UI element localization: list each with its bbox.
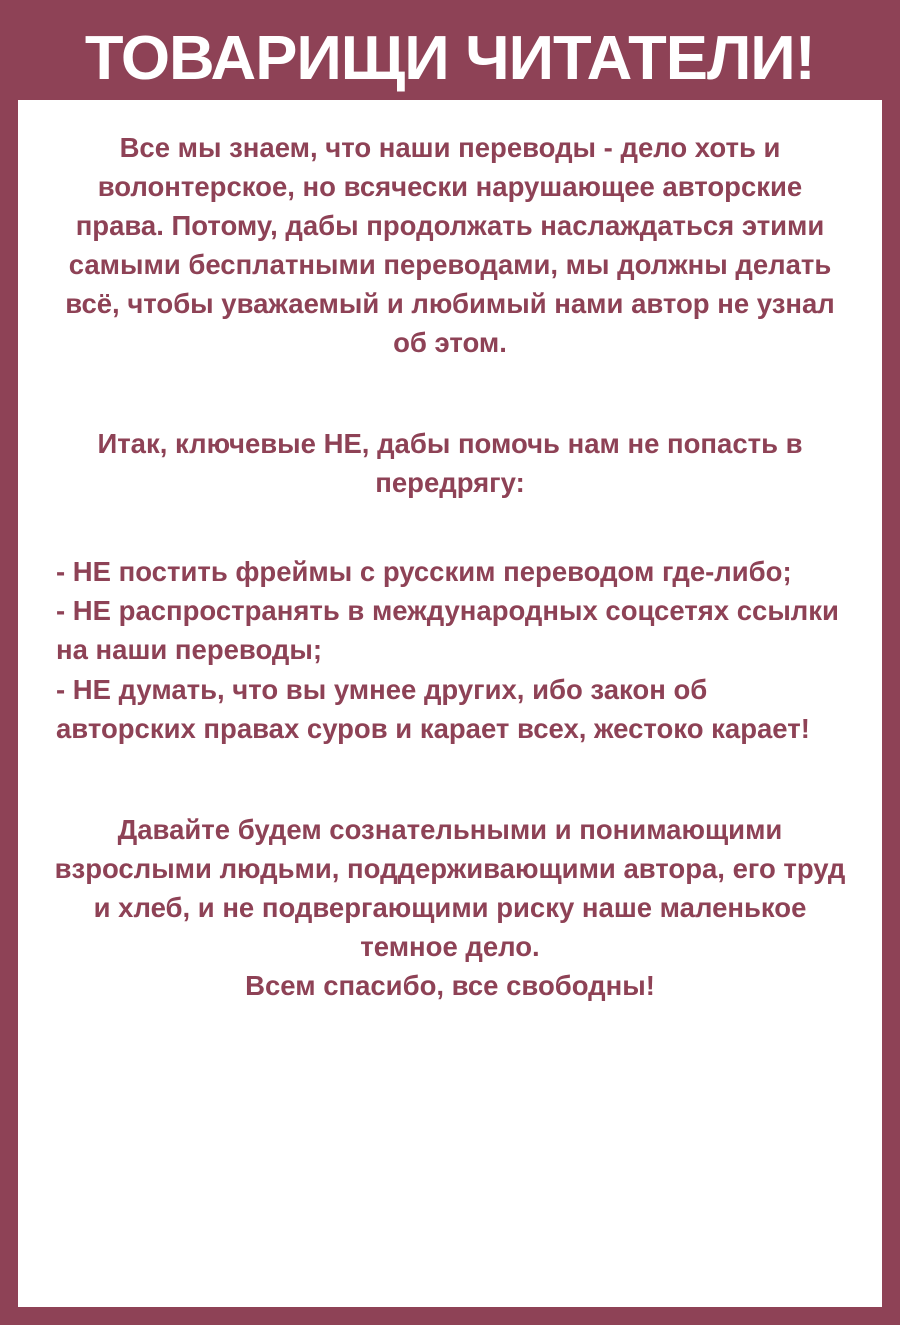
list-item: - НЕ постить фреймы с русским переводом где-либо; <box>56 556 792 588</box>
list-item: - НЕ распространять в международных соцсетях ссылки на наши переводы; <box>56 595 839 666</box>
closing-paragraph: Давайте будем сознательными и понимающими взрослыми людьми, поддерживающими автора, его труд и хлеб, и не подвергающими риску наше маленькое темное дело. <box>54 813 846 962</box>
poster-header-band <box>18 18 882 100</box>
rules-list <box>54 552 846 747</box>
list-item: - НЕ думать, что вы умнее других, ибо закон об авторских правах суров и карает всех, жестоко карает! <box>56 673 810 744</box>
spacer-after-rules <box>54 748 846 810</box>
spacer-after-intro <box>54 362 846 424</box>
poster-body <box>18 100 882 1015</box>
final-line: Всем спасибо, все свободны! <box>245 969 655 1001</box>
intro-paragraph: Все мы знаем, что наши переводы - дело хоть и волонтерское, но всячески нарушающее авторские права. Потому, дабы продолжать наслаждаться этими самыми бесплатными переводами, мы должны делать всё, чтобы уважаемый и любимый нами автор не узнал об этом. <box>65 132 835 359</box>
page-title: ТОВАРИЩИ ЧИТАТЕЛИ! <box>85 24 815 93</box>
lead-paragraph: Итак, ключевые НЕ, дабы помочь нам не попасть в передрягу: <box>97 428 803 499</box>
spacer-after-lead <box>54 502 846 552</box>
